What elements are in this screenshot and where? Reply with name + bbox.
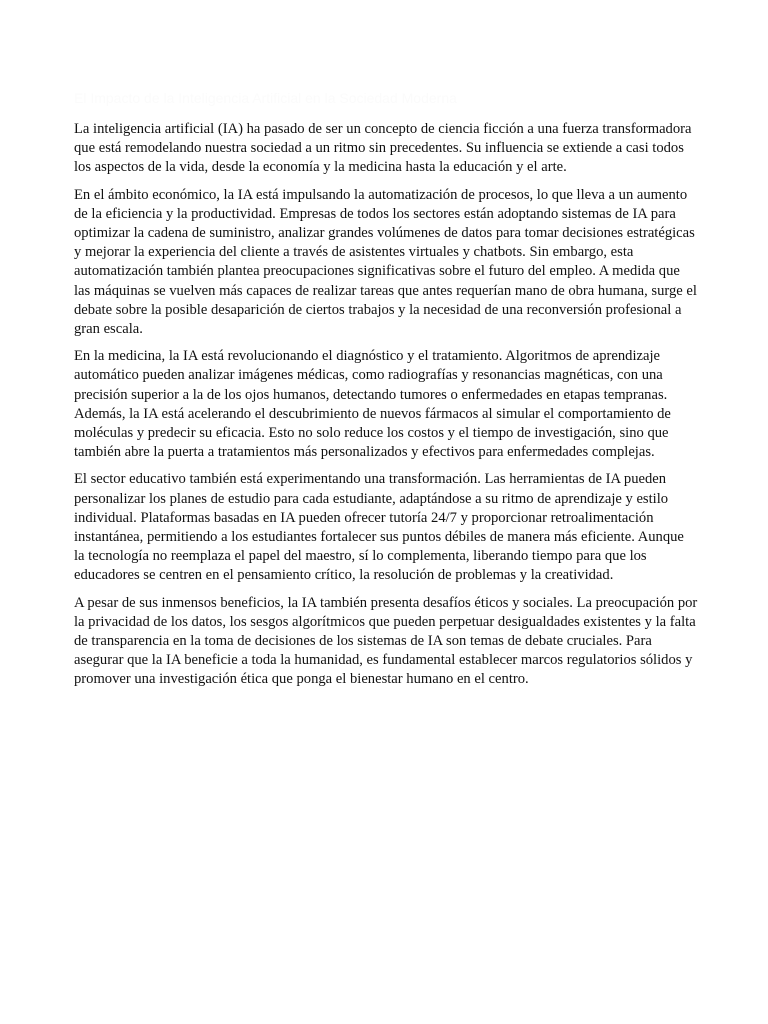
paragraph-intro: La inteligencia artificial (IA) ha pasado de ser un concepto de ciencia ficción a una fuerza transformadora que está remodelando nuestra sociedad a un ritmo sin precedentes. Su influencia se extiende a casi todos los aspectos de la vida, desde la economía y la medicina hasta la educación y el arte. <box>74 121 692 176</box>
document-title: El Impacto de la Inteligencia Artificial en la Sociedad Moderna <box>74 90 457 106</box>
paragraph-ethics: A pesar de sus inmensos beneficios, la IA también presenta desafíos éticos y sociales. La preocupación por la privacidad de los datos, los sesgos algorítmicos que pueden perpetuar desigualdades existentes y la falta de transparencia en la toma de decisiones de los sistemas de IA son temas de debate cruciales. Para asegurar que la IA beneficie a toda la humanidad, es fundamental establecer marcos regulatorios sólidos y promover una investigación ética que ponga el bienestar humano en el centro. <box>74 594 698 688</box>
paragraph-medicine: En la medicina, la IA está revolucionando el diagnóstico y el tratamiento. Algoritmos de aprendizaje automático pueden analizar imágenes médicas, como radiografías y resonancias magnéticas, con una precisión superior a la de los ojos humanos, detectando tumores o enfermedades en etapas tempranas. Además, la IA está acelerando el descubrimiento de nuevos fármacos al simular el comportamiento de moléculas y predecir su eficacia. Esto no solo reduce los costos y el tiempo de investigación, sino que también abre la puerta a tratamientos más personalizados y efectivos para enfermedades complejas. <box>74 348 671 461</box>
document-body <box>74 90 698 698</box>
paragraph-education: El sector educativo también está experimentando una transformación. Las herramientas de IA pueden personalizar los planes de estudio para cada estudiante, adaptándose a su ritmo de aprendizaje y estilo individual. Plataformas basadas en IA pueden ofrecer tutoría 24/7 y proporcionar retroalimentación instantánea, permitiendo a los estudiantes fortalecer sus puntos débiles de manera más eficiente. Aunque la tecnología no reemplaza el papel del maestro, sí lo complementa, liberando tiempo para que los educadores se centren en el pensamiento crítico, la resolución de problemas y la creatividad. <box>74 471 684 584</box>
paragraph-economy: En el ámbito económico, la IA está impulsando la automatización de procesos, lo que lleva a un aumento de la eficiencia y la productividad. Empresas de todos los sectores están adoptando sistemas de IA para optimizar la cadena de suministro, analizar grandes volúmenes de datos para tomar decisiones estratégicas y mejorar la experiencia del cliente a través de asistentes virtuales y chatbots. Sin embargo, esta automatización también plantea preocupaciones significativas sobre el futuro del empleo. A medida que las máquinas se vuelven más capaces de realizar tareas que antes requerían mano de obra humana, surge el debate sobre la posible desaparición de ciertos trabajos y la necesidad de una reconversión profesional a gran escala. <box>74 186 697 338</box>
